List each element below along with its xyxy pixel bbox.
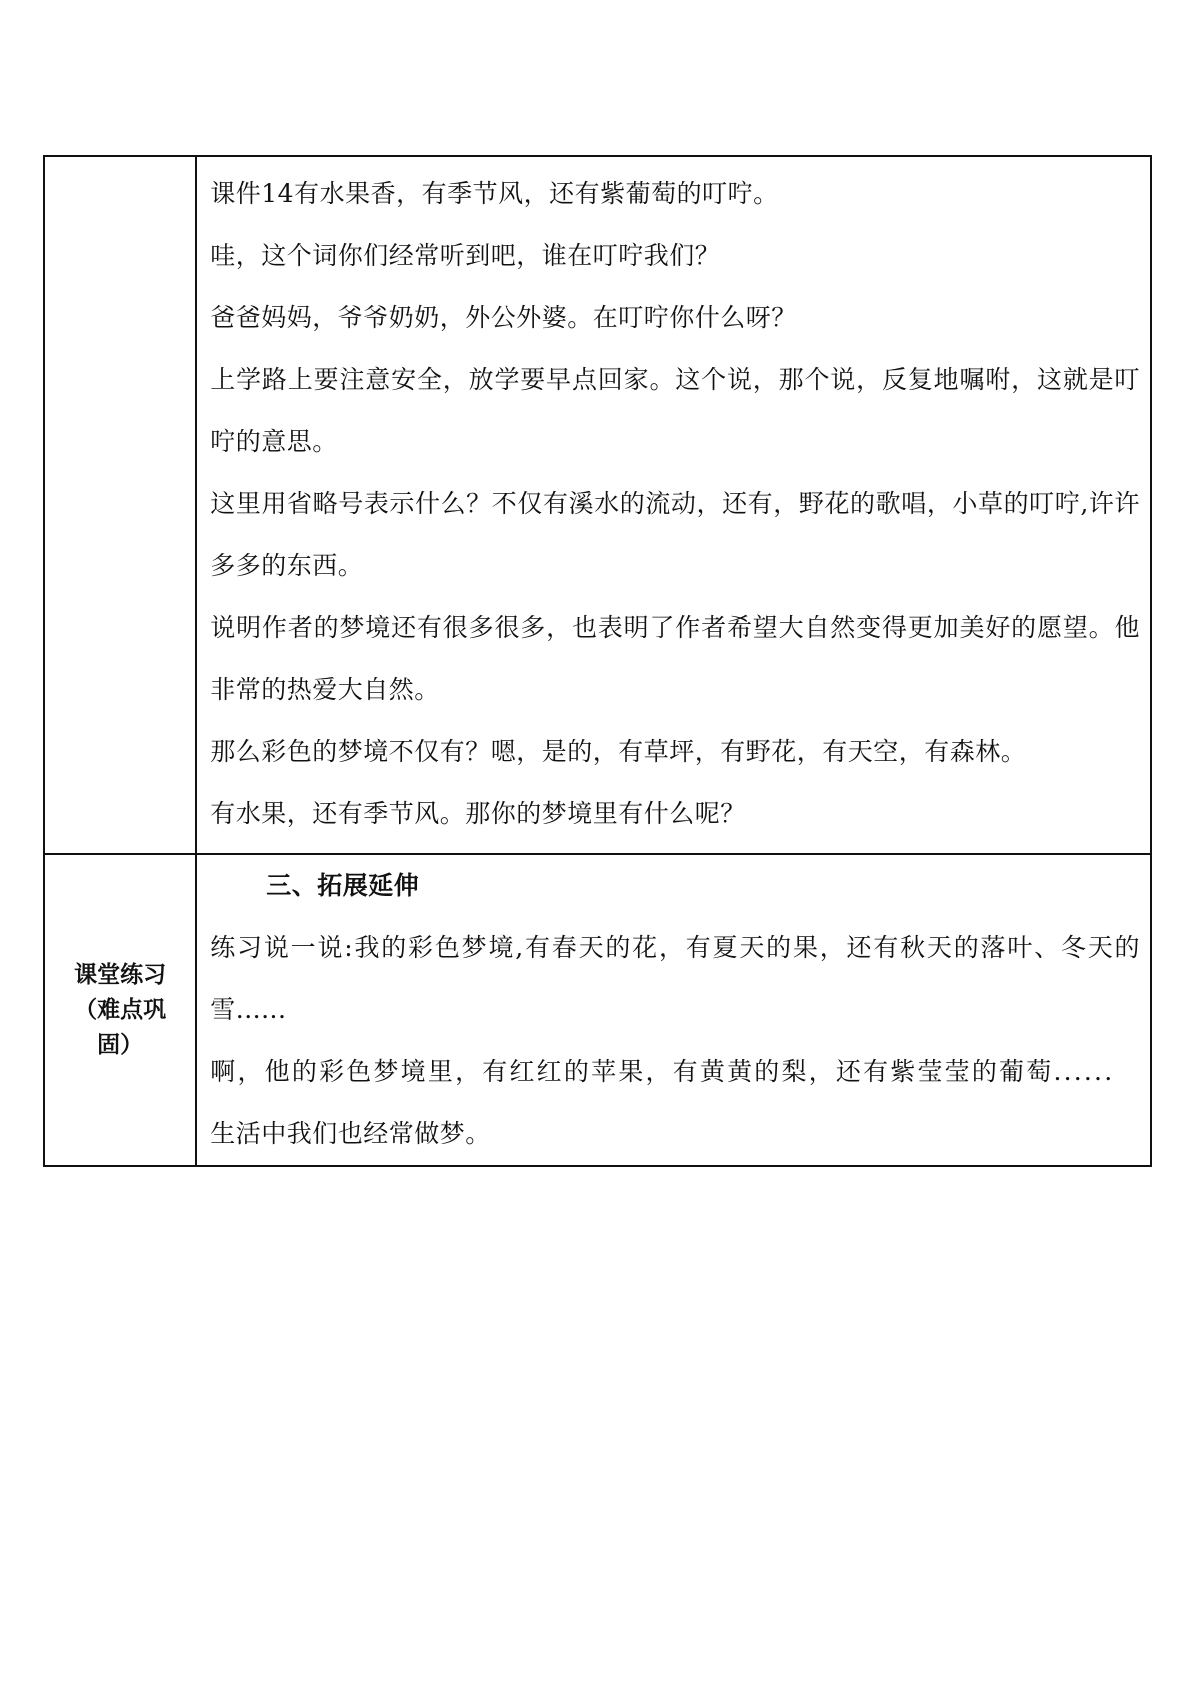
paragraph: 这里用省略号表示什么？不仅有溪水的流动，还有，野花的歌唱，小草的叮咛,许许多多的东西。 [210, 489, 1140, 580]
row-label: 课堂练习（难点巩固） [74, 961, 167, 1058]
row-content [197, 855, 1150, 1165]
section-heading: 三、拓展延伸 [266, 871, 420, 900]
paragraph: 说明作者的梦境还有很多很多，也表明了作者希望大自然变得更加美好的愿望。他非常的热爱大自然。 [210, 613, 1140, 704]
paragraph: 啊，他的彩色梦境里，有红红的苹果，有黄黄的梨，还有紫莹莹的葡萄...... [210, 1057, 1115, 1086]
paragraph: 有水果，还有季节风。那你的梦境里有什么呢？ [210, 799, 746, 828]
paragraph: 生活中我们也经常做梦。 [210, 1119, 491, 1148]
table-row [44, 156, 1151, 854]
paragraph: 课件14有水果香，有季节风，还有紫葡萄的叮咛。 [210, 179, 779, 208]
lesson-plan-table [43, 155, 1152, 1167]
row-content-cell [196, 156, 1151, 854]
paragraph: 哇，这个词你们经常听到吧，谁在叮咛我们？ [210, 241, 721, 270]
row-label-cell [44, 854, 196, 1166]
paragraph: 那么彩色的梦境不仅有？嗯，是的，有草坪，有野花，有天空，有森林。 [210, 737, 1027, 766]
table-row [44, 854, 1151, 1166]
row-content-cell [196, 854, 1151, 1166]
paragraph: 练习说一说:我的彩色梦境,有春天的花，有夏天的果，还有秋天的落叶、冬天的雪...... [210, 933, 1140, 1024]
paragraph: 爸爸妈妈，爷爷奶奶，外公外婆。在叮咛你什么呀？ [210, 303, 797, 332]
row-content [197, 157, 1150, 853]
paragraph: 上学路上要注意安全，放学要早点回家。这个说，那个说，反复地嘱咐，这就是叮咛的意思。 [210, 365, 1140, 456]
row-label-cell [44, 156, 196, 854]
